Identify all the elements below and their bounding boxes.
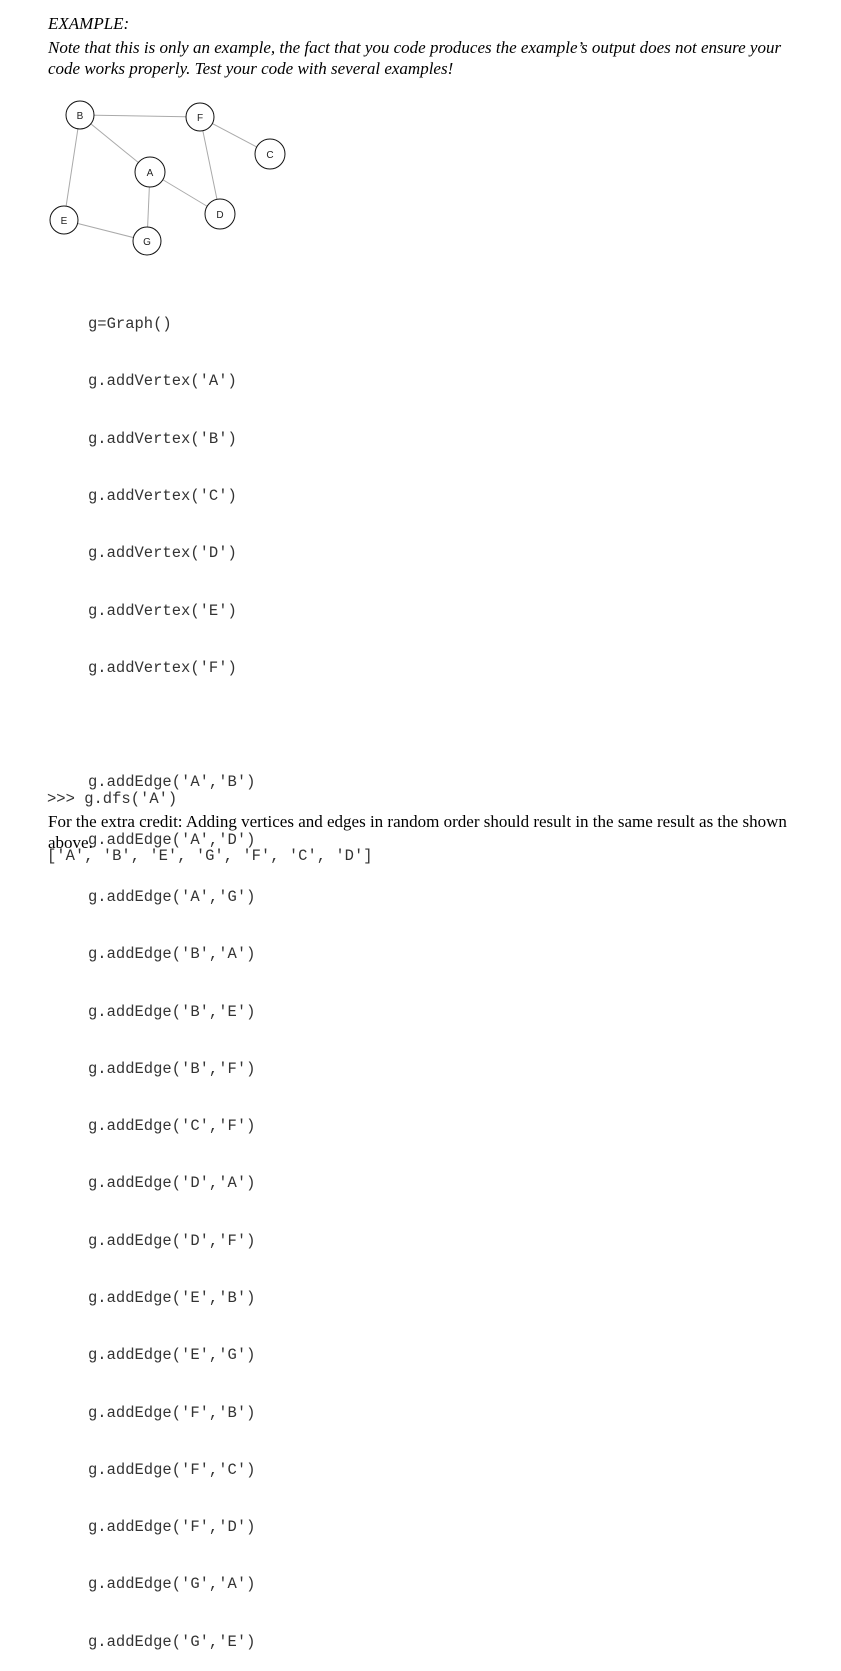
extra-credit-note: For the extra credit: Adding vertices and edges in random order should result in the same result as the shown above. (48, 812, 787, 852)
edge-b-f (80, 115, 200, 117)
code-line-edge: g.addEdge('G','E') (88, 1632, 256, 1651)
code-line-vertex: g.addVertex('E') (88, 601, 237, 620)
code-line-edge: g.addEdge('A','G') (88, 888, 256, 906)
example-heading: EXAMPLE: (48, 14, 130, 33)
code-line-edge: g.addEdge('F','C') (88, 1460, 256, 1479)
code-line-edge: g.addEdge('F','B') (88, 1403, 256, 1422)
code-line-edge: g.addEdge('D','A') (88, 1174, 256, 1193)
repl-output: ['A', 'B', 'E', 'G', 'F', 'C', 'D'] (47, 847, 373, 865)
code-line-vertex: g.addVertex('F') (88, 658, 237, 677)
code-line-edge: g.addEdge('B','E') (88, 1002, 256, 1021)
repl-command: >>> g.dfs('A') (47, 790, 178, 808)
code-line-edge: g.addEdge('B','F') (88, 1059, 256, 1078)
code-line-edge: g.addEdge('D','F') (88, 1231, 256, 1250)
example-note: Note that this is only an example, the fact that you code produces the example’s output does not ensure your code works properly. Test your code with several examples! (48, 38, 782, 78)
code-line-edge: g.addEdge('A','B') (88, 773, 256, 792)
code-line-vertex: g.addVertex('B') (88, 429, 237, 448)
code-line-edge: g.addEdge('E','B') (88, 1288, 256, 1307)
node-label: G (143, 237, 151, 248)
code-line-vertex: g.addVertex('A') (88, 372, 237, 391)
code-line-vertex: g.addVertex('C') (88, 487, 237, 506)
code-line-edge: g.addEdge('E','G') (88, 1346, 256, 1365)
node-label: D (216, 210, 224, 221)
node-label: F (196, 113, 204, 124)
node-label: B (76, 111, 84, 122)
code-line-edge: g.addEdge('B','A') (88, 945, 256, 964)
code-block (88, 277, 255, 1671)
code-line-edge: g.addEdge('F','D') (88, 1518, 256, 1537)
node-label: E (60, 216, 68, 227)
code-line-edge: g.addEdge('A','D') (88, 830, 256, 849)
code-blank-line (88, 716, 255, 735)
code-line-construct: g=Graph() (88, 315, 172, 334)
node-label: A (146, 168, 154, 179)
code-line-edge: g.addEdge('C','F') (88, 1117, 256, 1136)
node-label: C (266, 150, 274, 161)
code-line-edge: g.addEdge('G','A') (88, 1575, 256, 1594)
graph-diagram (40, 95, 300, 260)
code-line-vertex: g.addVertex('D') (88, 544, 237, 563)
edge-b-e (64, 115, 80, 220)
